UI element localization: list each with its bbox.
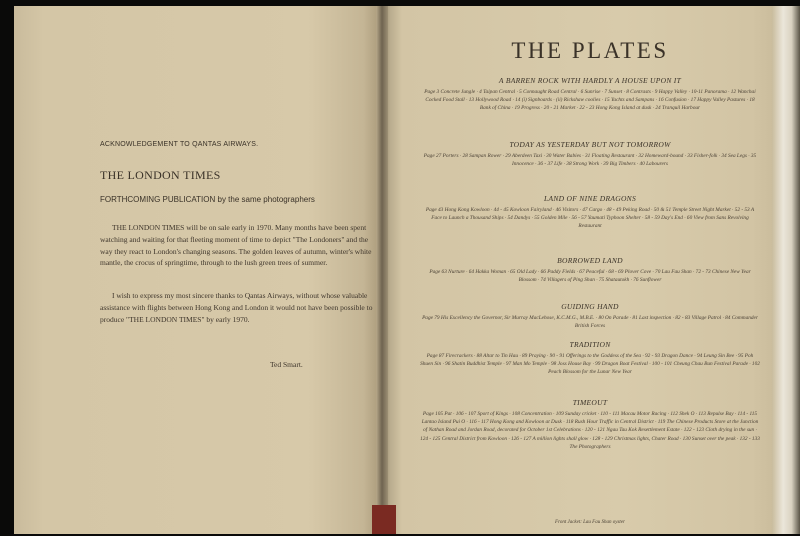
section-heading: GUIDING HAND: [561, 302, 619, 311]
section-body: Page 27 Porters · 28 Sampan Rower · 29 Aberdeen Taxi · 30 Water Babies · 31 Floating Restaurant · 32 Homeward-bound · 33 Fisher-folk · 34 Sea Legs · 35 Innocence · 36 - 37 Life · 38 Strong Work · 39 Big Timbers · 40 Labourers: [423, 153, 757, 168]
section-body: Page 87 Firecrackers · 88 Altar to Tin Hau · 89 Praying · 90 - 91 Offerings to the Goddess of the Sea · 92 - 93 Dragon Dance · 94 Leung Sin Bee · 95 Poh Shuen Sin · 96 Shatin Buddhist Temple · 97 Man Mo Temple · 98 Joss House Bay · 99 Dragon Boat Festival · 100 - 101 Cheung Chau Bun Festival Parade · 102 Peach Blossom for the Lunar New Year: [420, 353, 760, 376]
paragraph-2: I wish to express my most sincere thanks to Qantas Airways, without whose valuable assistance with flights between Hong Kong and London it would not have been possible to produce "THE LONDON TIMES" by early 1970.: [100, 291, 373, 324]
plates-title: THE PLATES: [511, 38, 669, 63]
front-jacket-credit: Front Jacket: Lau Fau Shan oyster: [555, 520, 625, 525]
left-page: [14, 6, 382, 534]
london-times-title: THE LONDON TIMES: [100, 168, 221, 182]
book-gutter: [376, 6, 388, 534]
section-heading: BORROWED LAND: [557, 256, 623, 265]
section-body: Page 105 Pat · 106 - 107 Sport of Kings · 108 Concentration · 109 Sunday cricket · 110 - 111 Macau Motor Racing · 112 Shek O · 113 Repulse Bay · 114 - 115 Lantao Island Pui O · 116 - 117 Hong Kong and Kowloon at Dusk · 118 Rush Hour Traffic in Central District · 119 The Chinese Products Store at the Junction of Nathan Road and Jordan Road, decorated for October 1st Celebrations · 120 - 121 Ngau Tau Kok Resettlement Estate · 122 - 123 Cloth drying in the sun · 124 - 125 Central District from Kowloon · 126 - 127 A million lights shall glow · 128 - 129 Christmas lights, Chater Road · 130 Sunset over the peak · 132 - 133 The Photographers: [420, 411, 760, 450]
section-body: Page 63 Nurture · 64 Hakka Woman · 65 Old Lady · 66 Paddy Fields · 67 Peaceful · 68 - 69 Plover Cove · 70 Lau Fau Shan · 72 - 73 Chinese New Year Blossom · 74 Villagers of Ping Shan · 75 Shatautokh · 76 Sunflower: [429, 269, 751, 284]
section-heading: TODAY AS YESTERDAY BUT NOT TOMORROW: [509, 140, 671, 149]
acknowledgement: ACKNOWLEDGEMENT TO QANTAS AIRWAYS.: [100, 141, 259, 148]
section-body: Page 43 Hong Kong Kowloon · 44 - 45 Kowloon Fairyland · 46 Visitors · 47 Cargo · 48 - 49 Peking Road · 50 & 51 Temple Street Night Market · 52 - 53 A Face to Launch a Thousand Ships · 54 Dandys · 55 Golden Mile · 56 - 57 Yaumati Typhoon Shelter · 58 - 59 Day's End · 60 View from Sans Revolving Restaurant: [425, 207, 755, 230]
section-heading: A BARREN ROCK WITH HARDLY A HOUSE UPON IT: [498, 76, 682, 85]
section-heading: TRADITION: [569, 340, 611, 349]
section-heading: LAND OF NINE DRAGONS: [543, 194, 637, 203]
book-page-edge: [772, 6, 800, 534]
paragraph-1: THE LONDON TIMES will be on sale early in 1970. Many months have been spent watching and waiting for that fleeting moment of time to depict "The Londoners" and the way they react to London's changing seasons. The golden leaves of autumn, winter's white mantle, the crocus of springtime, through to the lush green trees of summer.: [100, 223, 372, 268]
section-body: Page 79 His Excellency the Governor, Sir Murray MacLehose, K.C.M.G., M.B.E. · 80 On Parade · 81 Last inspection · 82 - 83 Village Patrol · 84 Commander British Forces: [422, 315, 758, 330]
book-spine: [372, 505, 396, 534]
section-body: Page 3 Concrete Jungle · 4 Taipan Central · 5 Connaught Road Central · 6 Sunrise · 7 Sunset · 8 Contrasts · 9 Happy Valley · 10-11 Panorama · 12 Wanchai Cocked Food Stall · 13 Hollywood Road · 14 (i) Signboards · (ii) Rickshaw coolies · 15 Yachts and Sampans · 16 Confusion · 17 Happy Valley Pastures · 18 Bank of China · 19 Progress · 20 - 21 Market · 22 - 23 Hong Kong Island at dusk · 24 Tranquil Harbour: [424, 89, 756, 112]
forthcoming-publication: FORTHCOMING PUBLICATION by the same photographers: [100, 195, 315, 204]
signature: Ted Smart.: [270, 360, 303, 369]
section-heading: TIMEOUT: [572, 398, 608, 407]
